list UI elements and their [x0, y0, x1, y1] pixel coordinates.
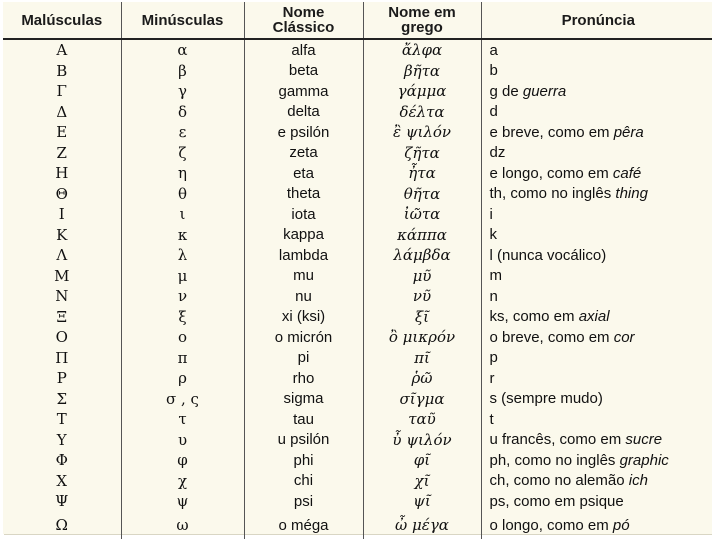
table-row	[3, 225, 715, 246]
uppercase-letter: Θ	[3, 184, 121, 205]
greek-name: ὂ μικρόν	[363, 327, 481, 348]
table-row	[3, 327, 715, 348]
header-classic-name-line2: Clássico	[272, 19, 335, 36]
pronunciation-example: pêra	[613, 123, 644, 141]
greek-name: θῆτα	[363, 184, 481, 205]
header-greek-name	[363, 2, 481, 39]
pronunciation	[481, 368, 715, 389]
pronunciation-text: u francês, como em	[489, 431, 626, 449]
greek-name: χῖ	[363, 471, 481, 492]
uppercase-letter: Ρ	[3, 368, 121, 389]
greek-name: πῖ	[363, 348, 481, 369]
classic-name: o micrón	[244, 327, 363, 348]
classic-name: mu	[244, 266, 363, 287]
lowercase-letter: ξ	[121, 307, 244, 328]
pronunciation-example: sucre	[625, 431, 663, 449]
classic-name: sigma	[244, 389, 363, 410]
classic-name: gamma	[244, 81, 363, 102]
uppercase-letter: Ξ	[3, 307, 121, 328]
pronunciation-example: thing	[615, 185, 648, 203]
pronunciation	[481, 327, 715, 348]
greek-name: ξῖ	[363, 307, 481, 328]
greek-name: ταῦ	[363, 409, 481, 430]
uppercase-letter: Η	[3, 163, 121, 184]
pronunciation-text: d	[489, 103, 498, 121]
table-row	[3, 471, 715, 492]
classic-name: o méga	[244, 512, 363, 539]
header-classic-name-line1: Nome	[282, 4, 325, 21]
uppercase-letter: Λ	[3, 245, 121, 266]
greek-name: γάμμα	[363, 81, 481, 102]
pronunciation-example: graphic	[619, 451, 669, 469]
pronunciation	[481, 102, 715, 123]
pronunciation-example: guerra	[522, 82, 567, 100]
uppercase-letter: Ε	[3, 122, 121, 143]
pronunciation	[481, 245, 715, 266]
table-row	[3, 102, 715, 123]
table-row	[3, 122, 715, 143]
table-row	[3, 245, 715, 266]
classic-name: beta	[244, 61, 363, 82]
pronunciation	[481, 307, 715, 328]
table-row	[3, 204, 715, 225]
greek-name: ὖ ψιλόν	[363, 430, 481, 451]
classic-name: pi	[244, 348, 363, 369]
table-row	[3, 430, 715, 451]
uppercase-letter: Ο	[3, 327, 121, 348]
pronunciation-text: e breve, como em	[489, 123, 614, 141]
table-row	[3, 266, 715, 287]
table-row	[3, 286, 715, 307]
greek-name: ἄλφα	[363, 39, 481, 61]
table-row	[3, 163, 715, 184]
pronunciation-text: k	[489, 226, 497, 244]
uppercase-letter: Γ	[3, 81, 121, 102]
greek-name: νῦ	[363, 286, 481, 307]
pronunciation-text: ps, como em psique	[489, 492, 624, 510]
classic-name: delta	[244, 102, 363, 123]
header-uppercase: Malúsculas	[3, 2, 121, 39]
table-row	[3, 81, 715, 102]
table-row	[3, 512, 715, 539]
header-row	[3, 2, 715, 39]
uppercase-letter: Ω	[3, 512, 121, 539]
classic-name: e psilón	[244, 122, 363, 143]
pronunciation-text: o longo, como em	[489, 516, 613, 534]
greek-alphabet-table	[3, 2, 715, 539]
classic-name: psi	[244, 491, 363, 512]
greek-name: σῖγμα	[363, 389, 481, 410]
table-row	[3, 184, 715, 205]
lowercase-letter: ω	[121, 512, 244, 539]
header-classic-name	[244, 2, 363, 39]
pronunciation	[481, 348, 715, 369]
lowercase-letter: ζ	[121, 143, 244, 164]
greek-name: ζῆτα	[363, 143, 481, 164]
uppercase-letter: Ζ	[3, 143, 121, 164]
pronunciation-text: dz	[489, 144, 506, 162]
pronunciation	[481, 409, 715, 430]
greek-name: ψῖ	[363, 491, 481, 512]
lowercase-letter: ε	[121, 122, 244, 143]
lowercase-letter: τ	[121, 409, 244, 430]
lowercase-letter: γ	[121, 81, 244, 102]
lowercase-letter: ρ	[121, 368, 244, 389]
pronunciation	[481, 39, 715, 61]
classic-name: xi (ksi)	[244, 307, 363, 328]
pronunciation-text: e longo, como em	[489, 164, 613, 182]
lowercase-letter: η	[121, 163, 244, 184]
pronunciation-text: n	[489, 287, 498, 305]
uppercase-letter: Π	[3, 348, 121, 369]
greek-name: μῦ	[363, 266, 481, 287]
header-greek-name-line2: grego	[401, 19, 443, 36]
greek-name: ἰῶτα	[363, 204, 481, 225]
pronunciation	[481, 204, 715, 225]
uppercase-letter: Β	[3, 61, 121, 82]
header-pronunciation: Pronúncia	[481, 2, 715, 39]
uppercase-letter: Μ	[3, 266, 121, 287]
pronunciation	[481, 81, 715, 102]
lowercase-letter: σ , ς	[121, 389, 244, 410]
pronunciation	[481, 286, 715, 307]
uppercase-letter: Ι	[3, 204, 121, 225]
classic-name: nu	[244, 286, 363, 307]
table-row	[3, 61, 715, 82]
table-row	[3, 143, 715, 164]
classic-name: iota	[244, 204, 363, 225]
pronunciation	[481, 163, 715, 184]
pronunciation-example: café	[612, 164, 642, 182]
lowercase-letter: α	[121, 39, 244, 61]
pronunciation-text: r	[489, 369, 495, 387]
classic-name: zeta	[244, 143, 363, 164]
table-row	[3, 368, 715, 389]
pronunciation-text: o breve, como em	[489, 328, 614, 346]
uppercase-letter: Υ	[3, 430, 121, 451]
pronunciation	[481, 266, 715, 287]
lowercase-letter: δ	[121, 102, 244, 123]
pronunciation-example: cor	[613, 328, 635, 346]
pronunciation	[481, 143, 715, 164]
classic-name: rho	[244, 368, 363, 389]
table-row	[3, 450, 715, 471]
pronunciation	[481, 471, 715, 492]
lowercase-letter: κ	[121, 225, 244, 246]
classic-name: alfa	[244, 39, 363, 61]
lowercase-letter: ν	[121, 286, 244, 307]
classic-name: theta	[244, 184, 363, 205]
pronunciation	[481, 184, 715, 205]
pronunciation-text: l (nunca vocálico)	[489, 246, 607, 264]
lowercase-letter: ο	[121, 327, 244, 348]
greek-name: φῖ	[363, 450, 481, 471]
classic-name: kappa	[244, 225, 363, 246]
classic-name: eta	[244, 163, 363, 184]
lowercase-letter: ψ	[121, 491, 244, 512]
pronunciation	[481, 430, 715, 451]
greek-name: λάμβδα	[363, 245, 481, 266]
uppercase-letter: Σ	[3, 389, 121, 410]
pronunciation-text: m	[489, 267, 502, 285]
lowercase-letter: λ	[121, 245, 244, 266]
greek-name: βῆτα	[363, 61, 481, 82]
pronunciation-text: s (sempre mudo)	[489, 390, 603, 408]
pronunciation-text: a	[489, 41, 498, 59]
table-row	[3, 39, 715, 61]
greek-name: ἒ ψιλόν	[363, 122, 481, 143]
table-row	[3, 409, 715, 430]
classic-name: u psilón	[244, 430, 363, 451]
uppercase-letter: Χ	[3, 471, 121, 492]
table-row	[3, 491, 715, 512]
pronunciation	[481, 389, 715, 410]
header-lowercase: Minúsculas	[121, 2, 244, 39]
classic-name: phi	[244, 450, 363, 471]
pronunciation-text: i	[489, 205, 493, 223]
pronunciation	[481, 225, 715, 246]
greek-name: ῥῶ	[363, 368, 481, 389]
pronunciation-text: t	[489, 410, 494, 428]
greek-name: ἦτα	[363, 163, 481, 184]
uppercase-letter: Ψ	[3, 491, 121, 512]
uppercase-letter: Τ	[3, 409, 121, 430]
pronunciation-text: g de	[489, 82, 523, 100]
lowercase-letter: θ	[121, 184, 244, 205]
uppercase-letter: Α	[3, 39, 121, 61]
lowercase-letter: φ	[121, 450, 244, 471]
alphabet-sheet	[3, 2, 715, 534]
pronunciation	[481, 61, 715, 82]
classic-name: lambda	[244, 245, 363, 266]
pronunciation-text: ph, como no inglês	[489, 451, 620, 469]
pronunciation	[481, 122, 715, 143]
lowercase-letter: μ	[121, 266, 244, 287]
table-row	[3, 389, 715, 410]
pronunciation-example: axial	[578, 308, 610, 326]
pronunciation	[481, 450, 715, 471]
uppercase-letter: Φ	[3, 450, 121, 471]
greek-name: ὦ μέγα	[363, 512, 481, 539]
uppercase-letter: Ν	[3, 286, 121, 307]
pronunciation-text: p	[489, 349, 498, 367]
pronunciation-text: ch, como no alemão	[489, 472, 629, 490]
pronunciation	[481, 512, 715, 539]
pronunciation-text: b	[489, 62, 498, 80]
lowercase-letter: π	[121, 348, 244, 369]
pronunciation-example: pó	[612, 516, 630, 534]
uppercase-letter: Δ	[3, 102, 121, 123]
pronunciation-example: ich	[628, 472, 648, 490]
greek-name: κάππα	[363, 225, 481, 246]
pronunciation	[481, 491, 715, 512]
lowercase-letter: χ	[121, 471, 244, 492]
pronunciation-text: ks, como em	[489, 308, 579, 326]
greek-name: δέλτα	[363, 102, 481, 123]
table-row	[3, 307, 715, 328]
lowercase-letter: υ	[121, 430, 244, 451]
page-margin	[712, 0, 720, 540]
classic-name: chi	[244, 471, 363, 492]
lowercase-letter: β	[121, 61, 244, 82]
uppercase-letter: Κ	[3, 225, 121, 246]
classic-name: tau	[244, 409, 363, 430]
lowercase-letter: ι	[121, 204, 244, 225]
pronunciation-text: th, como no inglês	[489, 185, 616, 203]
header-greek-name-line1: Nome em	[388, 4, 456, 21]
table-row	[3, 348, 715, 369]
